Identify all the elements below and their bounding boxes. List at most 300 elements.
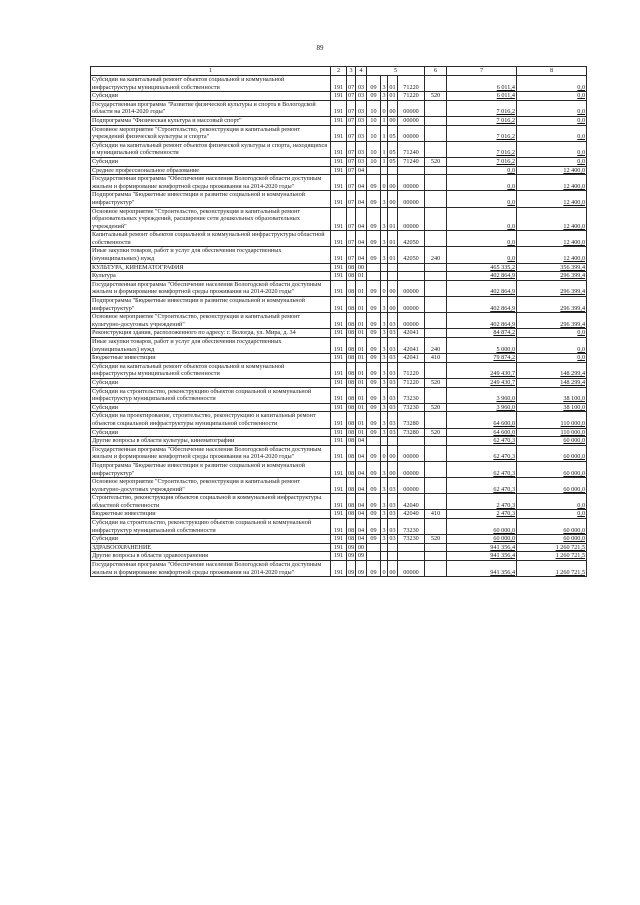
page-number: 89 xyxy=(316,44,324,52)
cell-code-subprogram: 1 xyxy=(382,116,386,124)
cell-vr: 410 xyxy=(425,510,447,519)
cell-code-event: 05 xyxy=(388,141,398,157)
row-name: Государственная программа "Обеспечение населения Вологодской области доступным жильем и формирование комфортной среды проживания на 2014-2020 годы" xyxy=(91,445,331,461)
cell-code-program: 09 xyxy=(367,280,381,296)
cell-code-program: 09 xyxy=(367,247,381,263)
cell-podrazdel: 03 xyxy=(356,92,367,101)
cell-podrazdel: 04 xyxy=(356,207,367,231)
cell-razdel: 08 xyxy=(348,535,355,543)
cell-amount-7: 249 430,7 xyxy=(447,362,517,378)
table-row xyxy=(91,494,587,510)
cell-code-direction: 00000 xyxy=(398,125,425,141)
row-name: Капитальный ремонт объектов социальной и коммунальной инфраструктуры областной собственности xyxy=(91,231,331,247)
cell-razdel: 08 xyxy=(347,445,356,461)
cell-gr: 191 xyxy=(331,76,347,92)
cell-code-program: 09 xyxy=(367,329,381,338)
cell-code-subprogram xyxy=(381,272,388,281)
cell-gr: 191 xyxy=(331,543,347,552)
table-row xyxy=(91,437,587,446)
cell-vr xyxy=(425,543,447,552)
cell-amount-7: 3 960,0 xyxy=(447,387,517,403)
cell-code-direction xyxy=(398,166,425,175)
table-row xyxy=(91,445,587,461)
cell-code-direction: 00000 xyxy=(398,191,425,207)
table-row xyxy=(91,263,587,272)
cell-amount-8: 110 000,0 xyxy=(517,412,587,428)
cell-code-event xyxy=(388,272,398,281)
cell-amount-8: 38 100,0 xyxy=(517,387,587,403)
cell-code-program xyxy=(367,552,381,561)
table-row xyxy=(91,461,587,477)
cell-gr: 191 xyxy=(331,263,347,272)
cell-code-direction: 42041 xyxy=(398,329,425,338)
cell-amount-8: 296 399,4 xyxy=(517,272,587,281)
table-row xyxy=(91,207,587,231)
cell-code-event: 03 xyxy=(388,362,398,378)
cell-podrazdel: 04 xyxy=(356,191,367,207)
cell-code-program: 09 xyxy=(367,478,381,494)
cell-podrazdel: 04 xyxy=(356,247,367,263)
cell-amount-7: 0,0 xyxy=(447,166,517,175)
cell-code-direction: 73280 xyxy=(398,428,425,437)
cell-amount-8: 1 260 721,5 xyxy=(517,543,587,552)
cell-amount-7: 64 600,0 xyxy=(447,412,517,428)
cell-code-subprogram: 3 xyxy=(381,362,388,378)
cell-code-program: 09 xyxy=(367,494,381,510)
row-name: Государственная программа "Обеспечение населения Вологодской области доступным жильем и формирование комфортной среды проживания на 2014-2020 годы" xyxy=(91,175,331,191)
cell-code-event: 03 xyxy=(388,412,398,428)
table-row xyxy=(91,561,587,577)
cell-amount-8: 12 400,0 xyxy=(517,247,587,263)
cell-podrazdel: 03 xyxy=(356,125,367,141)
cell-amount-7: 941 356,4 xyxy=(447,552,517,561)
cell-code-direction: 71220 xyxy=(398,362,425,378)
cell-amount-7: 249 430,7 xyxy=(447,378,517,387)
cell-code-subprogram: 3 xyxy=(382,378,386,386)
row-name: Субсидии на капитальный ремонт объектов социальной и коммунальной инфраструктуры муниципальной собственности xyxy=(91,76,331,92)
cell-code-subprogram: 1 xyxy=(382,157,386,165)
cell-podrazdel: 04 xyxy=(356,519,367,535)
cell-gr: 191 xyxy=(331,362,347,378)
cell-vr: 240 xyxy=(425,338,447,354)
cell-code-subprogram: 3 xyxy=(382,92,386,100)
cell-code-subprogram: 0 xyxy=(381,175,388,191)
table-row xyxy=(91,191,587,207)
column-number: 7 xyxy=(447,67,517,76)
cell-code-subprogram: 3 xyxy=(382,428,386,436)
row-name: Субсидии xyxy=(91,92,331,101)
cell-amount-7: 62 470,3 xyxy=(447,437,517,446)
cell-amount-8: 1 260 721,5 xyxy=(517,552,587,561)
cell-amount-7: 84 874,2 xyxy=(447,329,517,338)
cell-amount-7: 0,0 xyxy=(447,191,517,207)
cell-razdel: 07 xyxy=(347,231,356,247)
cell-amount-8: 356 399,4 xyxy=(517,263,587,272)
cell-amount-8: 1 260 721,5 xyxy=(517,561,587,577)
table-row xyxy=(91,362,587,378)
cell-code-event: 03 xyxy=(388,338,398,354)
cell-code-program: 09 xyxy=(367,362,381,378)
cell-code-program: 09 xyxy=(367,354,381,363)
cell-code-program: 09 xyxy=(367,461,381,477)
cell-podrazdel: 01 xyxy=(356,338,367,354)
cell-amount-8: 110 000,0 xyxy=(517,428,587,437)
cell-podrazdel: 01 xyxy=(356,412,367,428)
cell-code-event: 03 xyxy=(388,519,398,535)
table-row xyxy=(91,280,587,296)
cell-code-direction: 00000 xyxy=(398,461,425,477)
cell-vr xyxy=(425,166,447,175)
cell-razdel: 08 xyxy=(348,378,355,386)
cell-razdel: 07 xyxy=(347,191,356,207)
table-row xyxy=(91,247,587,263)
cell-razdel: 07 xyxy=(347,76,356,92)
cell-vr: 520 xyxy=(425,92,447,101)
cell-code-subprogram: 0 xyxy=(381,280,388,296)
cell-code-direction: 73230 xyxy=(398,403,425,412)
cell-razdel: 07 xyxy=(347,175,356,191)
cell-code-program: 09 xyxy=(367,428,381,437)
cell-amount-8: 60 000,0 xyxy=(517,535,587,544)
cell-vr xyxy=(425,76,447,92)
table-row xyxy=(91,297,587,313)
cell-razdel: 08 xyxy=(347,362,356,378)
cell-code-event: 01 xyxy=(388,247,398,263)
cell-vr xyxy=(425,191,447,207)
cell-gr: 191 xyxy=(331,313,347,329)
table-row xyxy=(91,354,587,363)
cell-code-program xyxy=(367,437,381,446)
row-name: Подпрограмма "Бюджетные инвестиции в развитие социальной и коммунальной инфраструктур" xyxy=(91,461,331,477)
cell-razdel: 08 xyxy=(348,272,355,280)
cell-podrazdel: 01 xyxy=(356,280,367,296)
cell-code-event: 03 xyxy=(388,387,398,403)
cell-razdel: 07 xyxy=(347,125,356,141)
cell-code-subprogram: 3 xyxy=(381,191,388,207)
cell-code-event: 03 xyxy=(389,428,396,436)
cell-podrazdel: 01 xyxy=(356,378,367,387)
cell-podrazdel: 00 xyxy=(356,543,367,552)
cell-vr xyxy=(425,272,447,281)
column-number: 1 xyxy=(91,67,331,76)
cell-razdel: 07 xyxy=(347,207,356,231)
cell-podrazdel: 03 xyxy=(356,100,367,116)
cell-code-program: 09 xyxy=(367,561,381,577)
cell-podrazdel: 01 xyxy=(356,403,367,412)
cell-code-event xyxy=(388,543,398,552)
cell-amount-8: 0,0 xyxy=(517,157,587,166)
cell-code-program: 09 xyxy=(367,297,381,313)
cell-gr: 191 xyxy=(331,387,347,403)
cell-gr: 191 xyxy=(331,280,347,296)
table-row xyxy=(91,141,587,157)
cell-code-event: 03 xyxy=(389,403,396,411)
row-name: Среднее профессиональное образование xyxy=(91,166,331,175)
cell-code-program xyxy=(367,166,381,175)
cell-vr xyxy=(425,412,447,428)
cell-vr xyxy=(425,141,447,157)
cell-amount-7: 7 016,2 xyxy=(447,141,517,157)
row-name: Государственная программа "Обеспечение населения Вологодской области доступным жильем и формирование комфортной среды проживания на 2014-2020 годы" xyxy=(91,280,331,296)
table-row xyxy=(91,378,587,387)
cell-podrazdel: 01 xyxy=(356,313,367,329)
cell-code-event: 01 xyxy=(388,207,398,231)
table-row xyxy=(91,535,587,544)
cell-code-subprogram: 0 xyxy=(381,100,388,116)
cell-code-event: 00 xyxy=(388,280,398,296)
table-row xyxy=(91,272,587,281)
cell-amount-7: 402 864,9 xyxy=(447,272,517,281)
cell-razdel: 08 xyxy=(347,494,356,510)
cell-razdel: 07 xyxy=(348,92,355,100)
row-name: Субсидии на проектирование, строительство, реконструкцию и капитальный ремонт объектов социальной инфраструктуры муниципальной собственности xyxy=(91,412,331,428)
cell-gr: 191 xyxy=(331,519,347,535)
cell-razdel: 08 xyxy=(347,313,356,329)
cell-gr: 191 xyxy=(331,437,347,446)
column-number-row xyxy=(91,67,587,76)
row-name: Культура xyxy=(91,272,331,281)
cell-podrazdel: 03 xyxy=(356,157,367,166)
cell-amount-8: 0,0 xyxy=(517,76,587,92)
cell-vr: 520 xyxy=(425,378,447,387)
row-name: Субсидии на строительство, реконструкцию объектов социальной и коммунальной инфраструктур муниципальной собственности xyxy=(91,519,331,535)
cell-vr: 520 xyxy=(425,428,447,437)
cell-code-event: 03 xyxy=(389,329,396,337)
cell-code-direction: 73230 xyxy=(398,519,425,535)
cell-code-direction: 73230 xyxy=(398,387,425,403)
cell-razdel: 09 xyxy=(348,552,355,560)
cell-gr: 191 xyxy=(331,231,347,247)
cell-podrazdel: 01 xyxy=(356,297,367,313)
cell-code-direction xyxy=(398,263,425,272)
cell-gr: 191 xyxy=(331,461,347,477)
row-name: Основное мероприятие "Строительство, реконструкция и капитальный ремонт учреждений физической культуры и спорта" xyxy=(91,125,331,141)
cell-amount-8: 12 400,0 xyxy=(517,231,587,247)
cell-vr: 520 xyxy=(425,403,447,412)
cell-gr: 191 xyxy=(331,478,347,494)
cell-code-subprogram xyxy=(381,263,388,272)
cell-gr: 191 xyxy=(331,338,347,354)
cell-amount-7: 941 356,4 xyxy=(447,561,517,577)
cell-vr xyxy=(425,297,447,313)
cell-code-program: 10 xyxy=(367,125,381,141)
cell-razdel: 07 xyxy=(347,141,356,157)
column-number: 5 xyxy=(367,67,425,76)
cell-code-event: 03 xyxy=(388,313,398,329)
table-row xyxy=(91,338,587,354)
cell-code-direction: 00000 xyxy=(398,280,425,296)
cell-podrazdel: 03 xyxy=(356,76,367,92)
cell-code-event: 00 xyxy=(388,297,398,313)
cell-amount-7: 79 874,2 xyxy=(447,354,517,363)
cell-code-event: 05 xyxy=(389,157,396,165)
cell-code-subprogram: 3 xyxy=(381,387,388,403)
cell-code-program: 09 xyxy=(367,175,381,191)
cell-code-direction: 71220 xyxy=(398,378,425,387)
cell-razdel: 07 xyxy=(348,166,355,174)
cell-vr xyxy=(425,100,447,116)
table-row xyxy=(91,157,587,166)
row-name: Строительство, реконструкция объектов социальной и коммунальной инфраструктуры областной собственности xyxy=(91,494,331,510)
cell-code-direction: 00000 xyxy=(398,207,425,231)
cell-amount-7: 0,0 xyxy=(447,175,517,191)
cell-gr: 191 xyxy=(331,428,347,437)
cell-amount-8: 60 000,0 xyxy=(517,437,587,446)
cell-podrazdel: 01 xyxy=(356,362,367,378)
cell-gr: 191 xyxy=(331,175,347,191)
cell-gr: 191 xyxy=(331,141,347,157)
cell-code-direction: 00000 xyxy=(398,116,425,125)
cell-podrazdel: 01 xyxy=(356,354,367,363)
cell-vr xyxy=(425,125,447,141)
cell-code-event: 03 xyxy=(389,535,396,543)
row-name: ЗДРАВООХРАНЕНИЕ xyxy=(91,543,331,552)
cell-amount-8: 0,0 xyxy=(517,510,587,519)
cell-code-direction: 71220 xyxy=(398,76,425,92)
cell-code-program: 09 xyxy=(367,387,381,403)
row-name: Иные закупки товаров, работ и услуг для обеспечения государственных (муниципальных) нужд xyxy=(91,247,331,263)
table-row xyxy=(91,166,587,175)
cell-code-program: 09 xyxy=(367,403,381,412)
cell-amount-7: 0,0 xyxy=(447,207,517,231)
row-name: Субсидии на капитальный ремонт объектов социальной и коммунальной инфраструктуры муниципальной собственности xyxy=(91,362,331,378)
cell-podrazdel: 04 xyxy=(356,445,367,461)
cell-code-subprogram: 3 xyxy=(381,461,388,477)
cell-podrazdel: 04 xyxy=(356,494,367,510)
cell-code-program: 10 xyxy=(367,157,381,166)
row-name: Реконструкция здания, расположенного по адресу: г. Вологда, ул. Мира, д. 34 xyxy=(91,329,331,338)
cell-podrazdel: 04 xyxy=(356,231,367,247)
cell-amount-8: 148 299,4 xyxy=(517,378,587,387)
cell-amount-7: 0,0 xyxy=(447,231,517,247)
cell-code-subprogram xyxy=(381,437,388,446)
table-body xyxy=(91,76,587,577)
cell-code-program: 10 xyxy=(367,116,381,125)
cell-podrazdel: 00 xyxy=(356,263,367,272)
row-name: Субсидии xyxy=(91,535,331,544)
row-name: Основное мероприятие "Строительство, реконструкция и капитальный ремонт культурно-досуговых учреждений" xyxy=(91,313,331,329)
cell-code-program: 09 xyxy=(367,338,381,354)
cell-amount-8: 12 400,0 xyxy=(517,207,587,231)
cell-vr xyxy=(425,519,447,535)
cell-razdel: 09 xyxy=(348,543,355,551)
cell-code-event: 00 xyxy=(388,561,398,577)
table-row xyxy=(91,100,587,116)
cell-razdel: 08 xyxy=(347,338,356,354)
cell-code-direction: 00000 xyxy=(398,561,425,577)
table-row xyxy=(91,329,587,338)
cell-code-event xyxy=(388,437,398,446)
table-row xyxy=(91,428,587,437)
cell-podrazdel: 04 xyxy=(356,166,367,175)
cell-code-subprogram: 1 xyxy=(381,125,388,141)
cell-gr: 191 xyxy=(331,329,347,338)
cell-podrazdel: 04 xyxy=(356,461,367,477)
row-name: Субсидии xyxy=(91,378,331,387)
cell-code-program xyxy=(367,263,381,272)
cell-amount-8: 12 400,0 xyxy=(517,166,587,175)
cell-code-subprogram: 3 xyxy=(381,338,388,354)
cell-amount-8: 296 399,4 xyxy=(517,280,587,296)
table-row xyxy=(91,231,587,247)
cell-code-event: 03 xyxy=(389,510,396,518)
cell-amount-7: 402 864,9 xyxy=(447,280,517,296)
cell-amount-7: 941 356,4 xyxy=(447,543,517,552)
cell-gr: 191 xyxy=(331,272,347,281)
cell-amount-7: 5 000,0 xyxy=(447,338,517,354)
cell-gr: 191 xyxy=(331,552,347,561)
cell-code-direction: 00000 xyxy=(398,313,425,329)
cell-amount-7: 2 470,3 xyxy=(447,494,517,510)
cell-code-direction: 00000 xyxy=(398,445,425,461)
cell-code-direction xyxy=(398,552,425,561)
cell-code-subprogram: 3 xyxy=(382,535,386,543)
cell-vr xyxy=(425,280,447,296)
cell-vr xyxy=(425,387,447,403)
row-name: Подпрограмма "Бюджетные инвестиции в развитие социальной и коммунальной инфраструктур" xyxy=(91,191,331,207)
cell-amount-7: 3 960,0 xyxy=(447,403,517,412)
row-name: Бюджетные инвестиции xyxy=(91,354,331,363)
cell-code-program: 09 xyxy=(367,445,381,461)
cell-razdel: 08 xyxy=(348,263,355,271)
row-name: Другие вопросы в области здравоохранения xyxy=(91,552,331,561)
cell-razdel: 08 xyxy=(348,403,355,411)
cell-amount-8: 38 100,0 xyxy=(517,403,587,412)
table-row xyxy=(91,175,587,191)
cell-code-program: 10 xyxy=(367,141,381,157)
table-row xyxy=(91,125,587,141)
cell-code-event: 03 xyxy=(388,494,398,510)
cell-code-program: 09 xyxy=(367,92,381,101)
cell-gr: 191 xyxy=(331,157,347,166)
cell-code-subprogram: 3 xyxy=(381,207,388,231)
cell-amount-7: 64 600,0 xyxy=(447,428,517,437)
cell-vr xyxy=(425,313,447,329)
row-name: КУЛЬТУРА, КИНЕМАТОГРАФИЯ xyxy=(91,263,331,272)
cell-code-direction: 71240 xyxy=(398,141,425,157)
cell-code-event: 03 xyxy=(389,378,396,386)
cell-code-event: 01 xyxy=(388,231,398,247)
cell-code-event: 00 xyxy=(388,445,398,461)
cell-code-event: 00 xyxy=(388,191,398,207)
cell-code-direction xyxy=(398,543,425,552)
cell-code-subprogram: 3 xyxy=(381,494,388,510)
cell-amount-7: 7 016,2 xyxy=(447,125,517,141)
cell-podrazdel: 04 xyxy=(356,510,367,519)
cell-amount-8: 0,0 xyxy=(517,494,587,510)
cell-razdel: 08 xyxy=(347,412,356,428)
cell-razdel: 08 xyxy=(347,478,356,494)
cell-code-direction: 42040 xyxy=(398,510,425,519)
cell-code-event: 01 xyxy=(389,92,396,100)
cell-code-direction: 71240 xyxy=(398,157,425,166)
cell-code-subprogram: 1 xyxy=(381,141,388,157)
cell-vr xyxy=(425,116,447,125)
cell-code-subprogram: 3 xyxy=(382,403,386,411)
cell-code-direction: 73280 xyxy=(398,412,425,428)
cell-gr: 191 xyxy=(331,354,347,363)
cell-vr xyxy=(425,329,447,338)
cell-code-direction: 00000 xyxy=(398,100,425,116)
cell-amount-7: 7 016,2 xyxy=(447,157,517,166)
cell-gr: 191 xyxy=(331,510,347,519)
row-name: Бюджетные инвестиции xyxy=(91,510,331,519)
cell-vr: 240 xyxy=(425,247,447,263)
cell-gr: 191 xyxy=(331,207,347,231)
cell-code-direction: 00000 xyxy=(398,478,425,494)
row-name: Другие вопросы в области культуры, кинематографии xyxy=(91,437,331,446)
cell-amount-8: 0,0 xyxy=(517,116,587,125)
